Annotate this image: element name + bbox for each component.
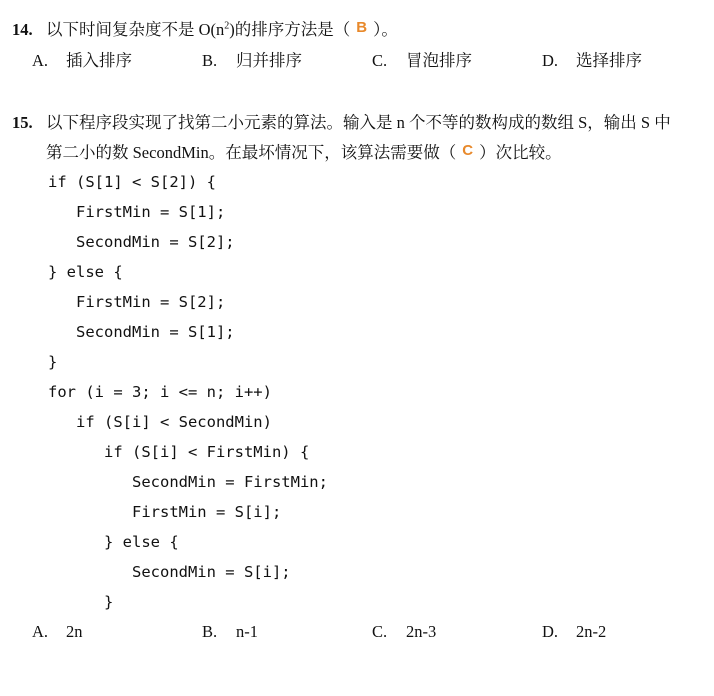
option-letter: B.: [202, 622, 218, 641]
option-letter: C.: [372, 622, 388, 641]
code-line-5: FirstMin = S[2];: [48, 293, 226, 311]
code-line-6: SecondMin = S[1];: [48, 323, 235, 341]
option-letter: B.: [202, 51, 218, 70]
code-line-11: SecondMin = FirstMin;: [48, 473, 328, 491]
code-line-12: FirstMin = S[i];: [48, 503, 282, 521]
q14-option-a: [32, 50, 132, 72]
q15-option-b: [202, 621, 258, 643]
code-line-10: if (S[i] < FirstMin) {: [48, 443, 310, 461]
option-letter: D.: [542, 51, 559, 70]
question-15-stem-line2: [46, 142, 562, 165]
option-text: 归并排序: [236, 51, 302, 70]
question-14-stem: [12, 19, 398, 42]
handwritten-answer: B: [356, 19, 368, 36]
superscript: 2: [224, 20, 230, 32]
question-number: 15.: [12, 113, 33, 132]
stem-text: ）次比较。: [479, 143, 562, 162]
handwritten-answer: C: [462, 142, 474, 159]
q15-option-d: [542, 621, 606, 643]
option-text: 2n: [66, 622, 83, 641]
stem-text: 第二小的数 SecondMin。在最坏情况下，该算法需要做（: [46, 143, 457, 162]
question-15-stem-line1: [12, 112, 671, 134]
stem-text: ）。: [373, 20, 398, 39]
code-line-4: } else {: [48, 263, 123, 281]
option-text: 2n-3: [406, 622, 437, 641]
code-line-15: }: [48, 593, 114, 611]
option-text: n-1: [236, 622, 258, 641]
option-letter: D.: [542, 622, 559, 641]
code-line-13: } else {: [48, 533, 179, 551]
q15-option-a: [32, 621, 83, 643]
code-line-8: for (i = 3; i <= n; i++): [48, 383, 272, 401]
code-line-9: if (S[i] < SecondMin): [48, 413, 272, 431]
q15-option-c: [372, 621, 436, 643]
code-line-2: FirstMin = S[1];: [48, 203, 226, 221]
option-letter: C.: [372, 51, 388, 70]
stem-text: 以下程序段实现了找第二小元素的算法。输入是 n 个不等的数构成的数组 S，输出 S 中: [46, 113, 671, 132]
option-letter: A.: [32, 51, 49, 70]
stem-text: )的排序方法是（: [229, 20, 351, 39]
option-letter: A.: [32, 622, 49, 641]
question-number: 14.: [12, 20, 33, 39]
stem-text: 以下时间复杂度不是 O(n: [46, 20, 225, 39]
q14-option-c: [372, 50, 472, 72]
option-text: 2n-2: [576, 622, 607, 641]
q14-option-d: [542, 50, 642, 72]
code-line-7: }: [48, 353, 58, 371]
code-line-3: SecondMin = S[2];: [48, 233, 235, 251]
option-text: 插入排序: [66, 51, 132, 70]
code-line-1: if (S[1] < S[2]) {: [48, 173, 216, 191]
option-text: 冒泡排序: [406, 51, 472, 70]
code-line-14: SecondMin = S[i];: [48, 563, 291, 581]
q14-option-b: [202, 50, 302, 72]
option-text: 选择排序: [576, 51, 642, 70]
